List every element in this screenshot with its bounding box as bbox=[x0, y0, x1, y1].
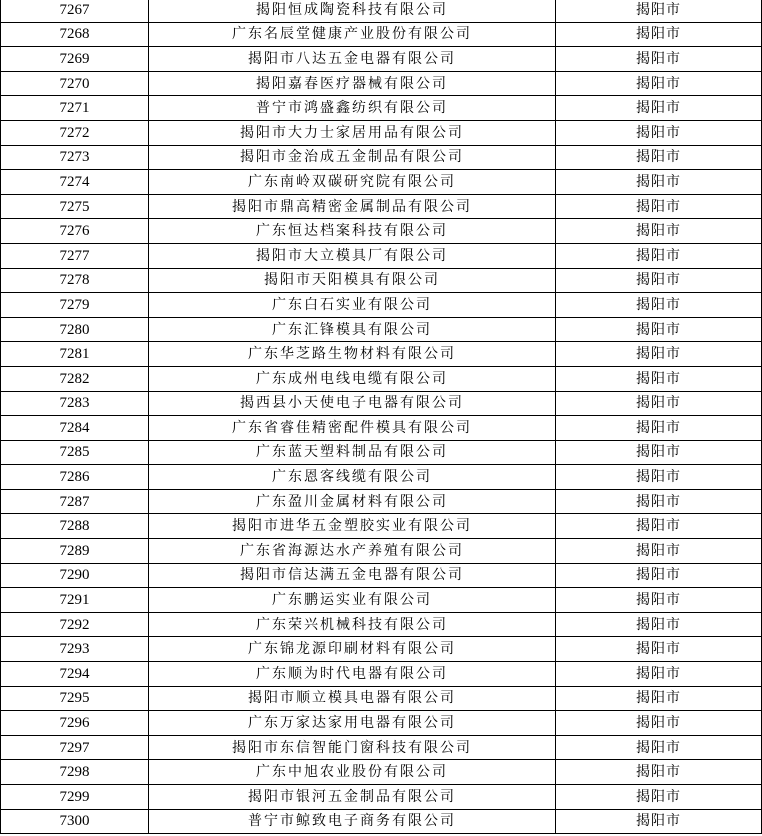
table-row bbox=[1, 686, 762, 711]
company-name-cell: 广东成州电线电缆有限公司 bbox=[149, 366, 556, 391]
company-name-cell: 广东南岭双碳研究院有限公司 bbox=[149, 170, 556, 195]
city-cell: 揭阳市 bbox=[556, 416, 762, 441]
table-row bbox=[1, 588, 762, 613]
row-number-cell: 7300 bbox=[1, 809, 149, 834]
city-cell: 揭阳市 bbox=[556, 760, 762, 785]
table-row bbox=[1, 440, 762, 465]
table-row bbox=[1, 711, 762, 736]
company-name-cell: 广东汇锋模具有限公司 bbox=[149, 317, 556, 342]
row-number-cell: 7271 bbox=[1, 96, 149, 121]
row-number-cell: 7279 bbox=[1, 293, 149, 318]
city-cell: 揭阳市 bbox=[556, 120, 762, 145]
company-name-cell: 广东恩客线缆有限公司 bbox=[149, 465, 556, 490]
table-row bbox=[1, 219, 762, 244]
row-number-cell: 7273 bbox=[1, 145, 149, 170]
table-row bbox=[1, 416, 762, 441]
city-cell: 揭阳市 bbox=[556, 366, 762, 391]
city-cell: 揭阳市 bbox=[556, 514, 762, 539]
row-number-cell: 7282 bbox=[1, 366, 149, 391]
company-name-cell: 揭阳市东信智能门窗科技有限公司 bbox=[149, 735, 556, 760]
row-number-cell: 7297 bbox=[1, 735, 149, 760]
company-name-cell: 揭阳市天阳模具有限公司 bbox=[149, 268, 556, 293]
row-number-cell: 7283 bbox=[1, 391, 149, 416]
city-cell: 揭阳市 bbox=[556, 440, 762, 465]
company-name-cell: 揭阳市进华五金塑胶实业有限公司 bbox=[149, 514, 556, 539]
table-row bbox=[1, 735, 762, 760]
city-cell: 揭阳市 bbox=[556, 711, 762, 736]
table-row bbox=[1, 637, 762, 662]
company-name-cell: 广东盈川金属材料有限公司 bbox=[149, 489, 556, 514]
city-cell: 揭阳市 bbox=[556, 342, 762, 367]
company-name-cell: 揭阳市大力士家居用品有限公司 bbox=[149, 120, 556, 145]
table-row bbox=[1, 194, 762, 219]
row-number-cell: 7298 bbox=[1, 760, 149, 785]
table-row bbox=[1, 170, 762, 195]
city-cell: 揭阳市 bbox=[556, 194, 762, 219]
table-row bbox=[1, 243, 762, 268]
row-number-cell: 7289 bbox=[1, 539, 149, 564]
row-number-cell: 7267 bbox=[1, 0, 149, 22]
table-row bbox=[1, 293, 762, 318]
company-name-cell: 广东白石实业有限公司 bbox=[149, 293, 556, 318]
table-row bbox=[1, 760, 762, 785]
city-cell: 揭阳市 bbox=[556, 612, 762, 637]
row-number-cell: 7295 bbox=[1, 686, 149, 711]
table-row bbox=[1, 785, 762, 810]
company-name-cell: 揭阳市八达五金电器有限公司 bbox=[149, 47, 556, 72]
city-cell: 揭阳市 bbox=[556, 145, 762, 170]
city-cell: 揭阳市 bbox=[556, 489, 762, 514]
row-number-cell: 7291 bbox=[1, 588, 149, 613]
city-cell: 揭阳市 bbox=[556, 686, 762, 711]
company-name-cell: 揭阳市顺立模具电器有限公司 bbox=[149, 686, 556, 711]
row-number-cell: 7281 bbox=[1, 342, 149, 367]
row-number-cell: 7268 bbox=[1, 22, 149, 47]
company-name-cell: 广东顺为时代电器有限公司 bbox=[149, 662, 556, 687]
company-name-cell: 揭阳市银河五金制品有限公司 bbox=[149, 785, 556, 810]
row-number-cell: 7287 bbox=[1, 489, 149, 514]
company-name-cell: 广东华芝路生物材料有限公司 bbox=[149, 342, 556, 367]
row-number-cell: 7299 bbox=[1, 785, 149, 810]
city-cell: 揭阳市 bbox=[556, 47, 762, 72]
city-cell: 揭阳市 bbox=[556, 22, 762, 47]
table-row bbox=[1, 563, 762, 588]
company-name-cell: 揭阳嘉春医疗器械有限公司 bbox=[149, 71, 556, 96]
company-name-cell: 揭西县小天使电子电器有限公司 bbox=[149, 391, 556, 416]
company-name-cell: 广东恒达档案科技有限公司 bbox=[149, 219, 556, 244]
company-name-cell: 广东名辰堂健康产业股份有限公司 bbox=[149, 22, 556, 47]
row-number-cell: 7277 bbox=[1, 243, 149, 268]
row-number-cell: 7278 bbox=[1, 268, 149, 293]
city-cell: 揭阳市 bbox=[556, 735, 762, 760]
table-row bbox=[1, 809, 762, 834]
row-number-cell: 7280 bbox=[1, 317, 149, 342]
table-row bbox=[1, 539, 762, 564]
row-number-cell: 7288 bbox=[1, 514, 149, 539]
table-row bbox=[1, 465, 762, 490]
table-row bbox=[1, 120, 762, 145]
table-row bbox=[1, 391, 762, 416]
company-name-cell: 广东荣兴机械科技有限公司 bbox=[149, 612, 556, 637]
company-name-cell: 广东省睿佳精密配件模具有限公司 bbox=[149, 416, 556, 441]
table-row bbox=[1, 612, 762, 637]
company-table-body bbox=[1, 0, 762, 834]
row-number-cell: 7296 bbox=[1, 711, 149, 736]
row-number-cell: 7294 bbox=[1, 662, 149, 687]
company-name-cell: 揭阳市大立模具厂有限公司 bbox=[149, 243, 556, 268]
table-row bbox=[1, 22, 762, 47]
city-cell: 揭阳市 bbox=[556, 243, 762, 268]
company-name-cell: 广东省海源达水产养殖有限公司 bbox=[149, 539, 556, 564]
row-number-cell: 7285 bbox=[1, 440, 149, 465]
city-cell: 揭阳市 bbox=[556, 785, 762, 810]
table-row bbox=[1, 145, 762, 170]
city-cell: 揭阳市 bbox=[556, 293, 762, 318]
city-cell: 揭阳市 bbox=[556, 809, 762, 834]
city-cell: 揭阳市 bbox=[556, 71, 762, 96]
company-name-cell: 广东万家达家用电器有限公司 bbox=[149, 711, 556, 736]
row-number-cell: 7270 bbox=[1, 71, 149, 96]
company-name-cell: 揭阳市信达满五金电器有限公司 bbox=[149, 563, 556, 588]
company-name-cell: 广东中旭农业股份有限公司 bbox=[149, 760, 556, 785]
row-number-cell: 7293 bbox=[1, 637, 149, 662]
company-name-cell: 广东蓝天塑料制品有限公司 bbox=[149, 440, 556, 465]
table-row bbox=[1, 268, 762, 293]
row-number-cell: 7290 bbox=[1, 563, 149, 588]
row-number-cell: 7272 bbox=[1, 120, 149, 145]
city-cell: 揭阳市 bbox=[556, 219, 762, 244]
city-cell: 揭阳市 bbox=[556, 588, 762, 613]
city-cell: 揭阳市 bbox=[556, 170, 762, 195]
table-row bbox=[1, 96, 762, 121]
table-row bbox=[1, 489, 762, 514]
company-name-cell: 揭阳市鼎高精密金属制品有限公司 bbox=[149, 194, 556, 219]
table-row bbox=[1, 71, 762, 96]
company-name-cell: 揭阳市金治成五金制品有限公司 bbox=[149, 145, 556, 170]
city-cell: 揭阳市 bbox=[556, 391, 762, 416]
city-cell: 揭阳市 bbox=[556, 662, 762, 687]
row-number-cell: 7286 bbox=[1, 465, 149, 490]
company-name-cell: 普宁市鲸致电子商务有限公司 bbox=[149, 809, 556, 834]
company-name-cell: 广东锦龙源印刷材料有限公司 bbox=[149, 637, 556, 662]
city-cell: 揭阳市 bbox=[556, 637, 762, 662]
city-cell: 揭阳市 bbox=[556, 563, 762, 588]
row-number-cell: 7275 bbox=[1, 194, 149, 219]
city-cell: 揭阳市 bbox=[556, 96, 762, 121]
company-name-cell: 揭阳恒成陶瓷科技有限公司 bbox=[149, 0, 556, 22]
city-cell: 揭阳市 bbox=[556, 268, 762, 293]
table-row bbox=[1, 366, 762, 391]
city-cell: 揭阳市 bbox=[556, 465, 762, 490]
table-row bbox=[1, 514, 762, 539]
city-cell: 揭阳市 bbox=[556, 317, 762, 342]
row-number-cell: 7274 bbox=[1, 170, 149, 195]
company-name-cell: 广东鹏运实业有限公司 bbox=[149, 588, 556, 613]
table-row bbox=[1, 662, 762, 687]
city-cell: 揭阳市 bbox=[556, 0, 762, 22]
row-number-cell: 7276 bbox=[1, 219, 149, 244]
table-row bbox=[1, 317, 762, 342]
row-number-cell: 7284 bbox=[1, 416, 149, 441]
table-row bbox=[1, 0, 762, 22]
table-row bbox=[1, 342, 762, 367]
table-row bbox=[1, 47, 762, 72]
company-name-cell: 普宁市鸿盛鑫纺织有限公司 bbox=[149, 96, 556, 121]
city-cell: 揭阳市 bbox=[556, 539, 762, 564]
row-number-cell: 7292 bbox=[1, 612, 149, 637]
row-number-cell: 7269 bbox=[1, 47, 149, 72]
